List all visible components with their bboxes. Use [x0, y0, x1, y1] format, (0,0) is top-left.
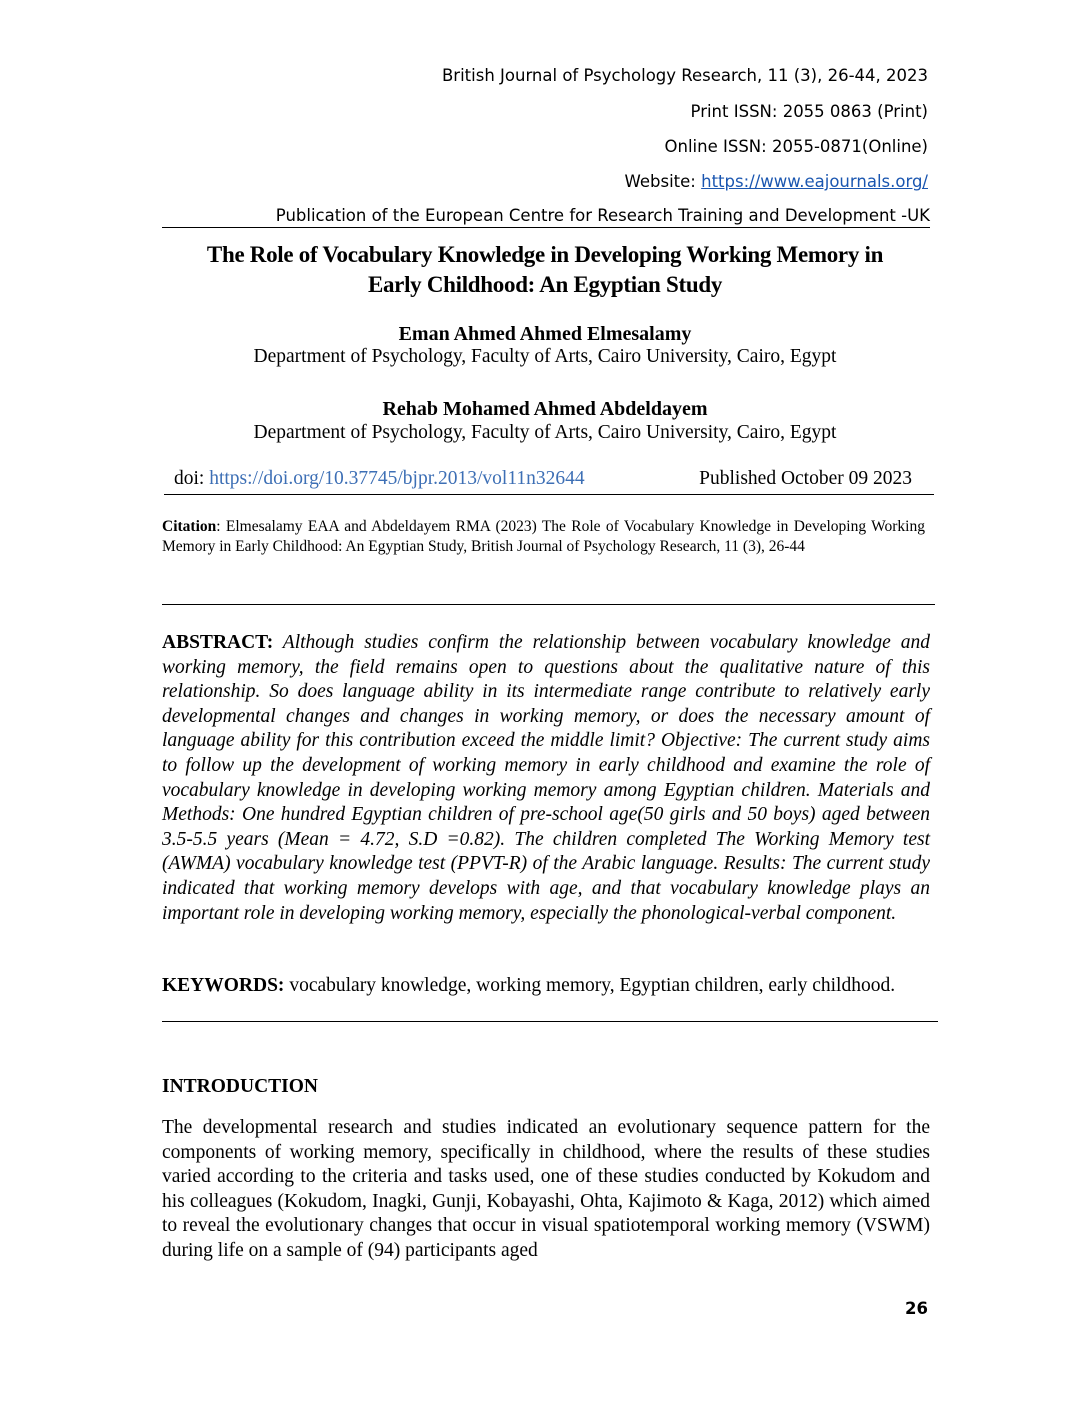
website-line: [625, 172, 928, 191]
keywords-block: [162, 974, 930, 999]
online-issn: Online ISSN: 2055-0871(Online): [664, 137, 928, 156]
divider: [162, 1021, 938, 1022]
divider: [162, 604, 935, 605]
keywords-text: vocabulary knowledge, working memory, Egyptian children, early childhood.: [284, 975, 896, 996]
website-label: Website:: [624, 172, 702, 191]
doi-label: doi:: [174, 468, 210, 489]
citation-label: Citation: [162, 518, 217, 535]
abstract-block: [162, 631, 930, 926]
page-number: 26: [905, 1299, 928, 1318]
keywords-label: KEYWORDS:: [162, 975, 285, 996]
publication-line: Publication of the European Centre for Research Training and Development -UK: [162, 206, 930, 228]
introduction-heading: INTRODUCTION: [162, 1076, 319, 1097]
doi-link[interactable]: https://doi.org/10.37745/bjpr.2013/vol11n32644: [209, 468, 585, 489]
author-name-1: Eman Ahmed Ahmed Elmesalamy: [398, 323, 692, 345]
published-date: Published October 09 2023: [699, 468, 912, 489]
citation-block: [162, 517, 925, 557]
author-affiliation-2: Department of Psychology, Faculty of Arts, Cairo University, Cairo, Egypt: [253, 422, 837, 443]
abstract-label: ABSTRACT:: [162, 632, 274, 653]
print-issn: Print ISSN: 2055 0863 (Print): [690, 102, 928, 121]
paper-title: [150, 240, 940, 300]
author-affiliation-1: Department of Psychology, Faculty of Arts, Cairo University, Cairo, Egypt: [253, 346, 837, 367]
title-line-2: Early Childhood: An Egyptian Study: [367, 272, 723, 297]
abstract-text: Although studies confirm the relationship between vocabulary knowledge and working memory, the field remains open to questions about the qualitative nature of this relationship. So does language ability in its intermediate range contribute to relatively early developmental changes and changes in working memory, or does the necessary amount of language ability for this contribution exceed the middle limit? Objective: The current study aims to follow up the development of working memory in early childhood and examine the role of vocabulary knowledge in developing working memory among Egyptian children. Materials and Methods: One hundred Egyptian children of pre-school age(50 girls and 50 boys) aged between 3.5-5.5 years (Mean = 4.72, S.D =0.82). The children completed The Working Memory test (AWMA) vocabulary knowledge test (PPVT-R) of the Arabic language. Results: The current study indicated that working memory develops with age, and that vocabulary knowledge plays an important role in developing working memory, especially the phonological-verbal component.: [162, 632, 930, 924]
doi-line: [164, 468, 934, 495]
introduction-text: The developmental research and studies indicated an evolutionary sequence pattern for the components of working memory, specifically in childhood, where the results of these studies varied according to the criteria and tasks used, one of these studies conducted by Kokudom and his colleagues (Kokudom, Inagki, Gunji, Kobayashi, Ohta, Kajimoto & Kaga, 2012) which aimed to reveal the evolutionary changes that occur in visual spatiotemporal working memory (VSWM) during life on a sample of (94) participants aged: [162, 1117, 930, 1261]
journal-citation-line: British Journal of Psychology Research, 11 (3), 26-44, 2023: [441, 66, 928, 85]
citation-text: : Elmesalamy EAA and Abdeldayem RMA (2023) The Role of Vocabulary Knowledge in Developing Working Memory in Early Childhood: An Egyptian Study, British Journal of Psychology Research, 11 (3), 26-44: [162, 518, 925, 555]
author-name-2: Rehab Mohamed Ahmed Abdeldayem: [382, 398, 708, 420]
website-link[interactable]: https://www.eajournals.org/: [701, 172, 928, 191]
title-line-1: The Role of Vocabulary Knowledge in Developing Working Memory in: [206, 242, 884, 267]
